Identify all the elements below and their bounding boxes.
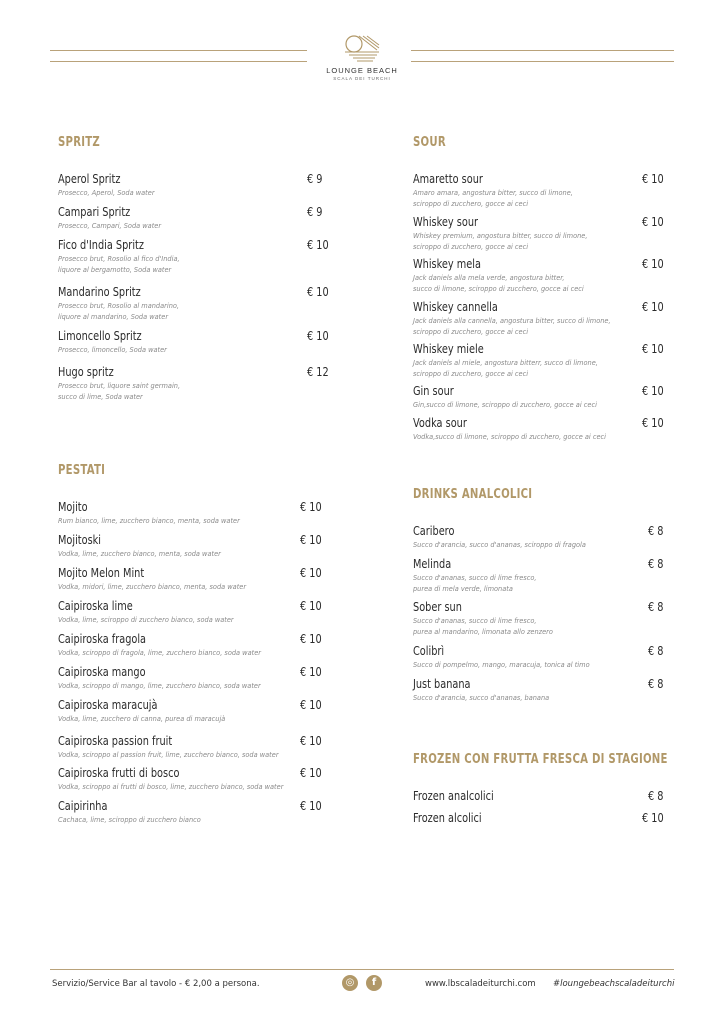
menu-item xyxy=(58,237,358,274)
menu-item-name: Whiskey cannella xyxy=(413,299,498,314)
section-title-frozen: FROZEN CON FRUTTA FRESCA DI STAGIONE xyxy=(413,752,668,767)
menu-item-description: Vodka, sciroppo al passion fruit, lime, zucchero bianco, soda water xyxy=(58,751,279,759)
menu-item-name: Aperol Spritz xyxy=(58,171,121,186)
menu-item-name: Campari Spritz xyxy=(58,204,131,219)
menu-item-name: Mojito Melon Mint xyxy=(58,565,145,580)
menu-item-price: € 10 xyxy=(307,237,329,252)
menu-item-name: Hugo spritz xyxy=(58,364,114,379)
menu-item xyxy=(413,556,713,593)
menu-item-name: Caipiroska maracujà xyxy=(58,697,158,712)
menu-item-price: € 10 xyxy=(642,341,664,356)
menu-item-price: € 10 xyxy=(642,256,664,271)
menu-item-description: Vodka, lime, zucchero di canna, purea di maracujà xyxy=(58,715,226,723)
menu-item xyxy=(413,299,713,336)
menu-item-price: € 10 xyxy=(300,532,322,547)
menu-item-price: € 9 xyxy=(307,171,323,186)
header-rule-left-top xyxy=(50,50,307,51)
menu-item-name: Mandarino Spritz xyxy=(58,284,141,299)
lounge-beach-logo-icon xyxy=(343,32,381,64)
menu-item-price: € 10 xyxy=(642,383,664,398)
menu-item-price: € 10 xyxy=(300,697,322,712)
instagram-icon[interactable]: ◎ xyxy=(342,975,358,991)
menu-item-price: € 10 xyxy=(307,284,329,299)
menu-item-description: Vodka, sciroppo di fragola, lime, zucchero bianco, soda water xyxy=(58,649,261,657)
menu-item xyxy=(58,798,358,828)
menu-item-price: € 10 xyxy=(642,171,664,186)
menu-item-name: Melinda xyxy=(413,556,452,571)
menu-item-name: Whiskey mela xyxy=(413,256,481,271)
menu-item xyxy=(413,523,713,553)
menu-item xyxy=(58,664,358,694)
menu-item-description: Vodka,succo di limone, sciroppo di zucchero, gocce ai ceci xyxy=(413,433,607,441)
menu-item-name: Mojitoski xyxy=(58,532,102,547)
menu-item-price: € 10 xyxy=(642,415,664,430)
menu-item-description: Vodka, lime, zucchero bianco, menta, soda water xyxy=(58,550,221,558)
menu-item-description: Vodka, sciroppo ai frutti di bosco, lime, zucchero bianco, soda water xyxy=(58,783,284,791)
menu-item-description: Vodka, sciroppo di mango, lime, zucchero bianco, soda water xyxy=(58,682,261,690)
menu-item xyxy=(413,341,713,378)
section-title-pestati: PESTATI xyxy=(58,463,106,478)
menu-item-name: Caipiroska mango xyxy=(58,664,146,679)
menu-item-price: € 10 xyxy=(300,565,322,580)
menu-item-description: Prosecco brut, liquore saint germain, succo di lime, Soda water xyxy=(58,382,181,401)
menu-item-price: € 10 xyxy=(642,810,664,825)
menu-item-description: Vodka, lime, sciroppo di zucchero bianco, soda water xyxy=(58,616,234,624)
menu-item-name: Gin sour xyxy=(413,383,454,398)
menu-item-price: € 10 xyxy=(642,299,664,314)
menu-item-price: € 8 xyxy=(648,556,664,571)
menu-item-name: Caipiroska lime xyxy=(58,598,133,613)
section-title-sour: SOUR xyxy=(413,135,446,150)
menu-item xyxy=(58,171,358,201)
header-rule-left-bottom xyxy=(50,61,307,62)
brand-name: LOUNGE BEACH xyxy=(326,66,398,75)
menu-item-description: Succo di pompelmo, mango, maracuja, tonica al timo xyxy=(413,661,590,669)
menu-item-price: € 8 xyxy=(648,599,664,614)
service-charge-note: Servizio/Service Bar al tavolo - € 2,00 a persona. xyxy=(52,979,260,989)
section-title-analcolici: DRINKS ANALCOLICI xyxy=(413,487,533,502)
menu-item-name: Frozen analcolici xyxy=(413,788,494,803)
menu-item-price: € 8 xyxy=(648,788,664,803)
menu-item-description: Cachaca, lime, sciroppo di zucchero bianco xyxy=(58,816,201,824)
menu-item-description: Prosecco, limoncello, Soda water xyxy=(58,346,167,354)
hashtag: #loungebeachscaladeiturchi xyxy=(553,979,675,989)
menu-item xyxy=(58,532,358,562)
header-rule-right-top xyxy=(411,50,674,51)
footer-rule xyxy=(50,969,674,970)
menu-item-description: Whiskey premium, angostura bitter, succo di limone, sciroppo di zucchero, gocce ai ceci xyxy=(413,232,588,251)
menu-item xyxy=(58,284,358,321)
menu-item-description: Amaro amara, angostura bitter, succo di limone, sciroppo di zucchero, gocce ai ceci xyxy=(413,189,573,208)
menu-item-description: Jack daniels alla mela verde, angostura bitter, succo di limone, sciroppo di zucchero, gocce ai ceci xyxy=(413,274,584,293)
menu-item-description: Succo d'ananas, succo di lime fresco, purea al mandarino, limonata allo zenzero xyxy=(413,617,553,636)
menu-item-name: Just banana xyxy=(413,676,471,691)
menu-item xyxy=(413,383,713,413)
menu-item-description: Prosecco, Campari, Soda water xyxy=(58,222,162,230)
menu-item-name: Frozen alcolici xyxy=(413,810,482,825)
menu-item xyxy=(413,676,713,706)
menu-item-name: Whiskey miele xyxy=(413,341,484,356)
header-rule-right-bottom xyxy=(411,61,674,62)
menu-item xyxy=(413,599,713,636)
menu-item-price: € 8 xyxy=(648,676,664,691)
menu-item xyxy=(58,499,358,529)
menu-item-price: € 10 xyxy=(300,631,322,646)
menu-item-name: Mojito xyxy=(58,499,88,514)
menu-item-name: Amaretto sour xyxy=(413,171,483,186)
menu-item-name: Caribero xyxy=(413,523,455,538)
menu-item-description: Rum bianco, lime, zucchero bianco, menta, soda water xyxy=(58,517,240,525)
menu-item-description: Succo d'ananas, succo di lime fresco, purea di mela verde, limonata xyxy=(413,574,537,593)
menu-item-description: Gin,succo di limone, sciroppo di zucchero, gocce ai ceci xyxy=(413,401,597,409)
menu-item-price: € 10 xyxy=(300,499,322,514)
menu-item-description: Succo d'arancia, succo d'ananas, banana xyxy=(413,694,550,702)
menu-item xyxy=(58,204,358,234)
menu-item-price: € 10 xyxy=(300,765,322,780)
menu-item xyxy=(413,415,713,445)
brand-subtitle: SCALA DEI TURCHI xyxy=(333,76,391,81)
menu-item xyxy=(413,810,713,840)
menu-item-description: Prosecco brut, Rosolio al mandarino, liquore al mandarino, Soda water xyxy=(58,302,180,321)
website-link[interactable]: www.lbscaladeiturchi.com xyxy=(425,979,536,989)
menu-item-name: Sober sun xyxy=(413,599,462,614)
menu-item-description: Jack daniels alla cannella, angostura bitter, succo di limone, sciroppo di zucchero, gocce ai ceci xyxy=(413,317,611,336)
menu-item xyxy=(413,643,713,673)
menu-item-price: € 10 xyxy=(300,733,322,748)
menu-item-name: Fico d'India Spritz xyxy=(58,237,144,252)
menu-item xyxy=(413,256,713,293)
menu-item xyxy=(58,733,358,763)
menu-item-name: Caipiroska fragola xyxy=(58,631,147,646)
menu-item-description: Vodka, midori, lime, zucchero bianco, menta, soda water xyxy=(58,583,247,591)
menu-item xyxy=(413,171,713,208)
menu-item-price: € 9 xyxy=(307,204,323,219)
menu-item-price: € 8 xyxy=(648,523,664,538)
menu-item-price: € 12 xyxy=(307,364,329,379)
menu-item-description: Succo d'arancia, succo d'ananas, sciroppo di fragola xyxy=(413,541,586,549)
menu-item-price: € 10 xyxy=(300,598,322,613)
menu-item-description: Prosecco, Aperol, Soda water xyxy=(58,189,155,197)
menu-item xyxy=(58,598,358,628)
menu-item-description: Jack daniels al miele, angostura bitterr, succo di limone, sciroppo di zucchero, gocce ai ceci xyxy=(413,359,598,378)
menu-item xyxy=(58,631,358,661)
menu-item-name: Caipiroska frutti di bosco xyxy=(58,765,180,780)
menu-item xyxy=(58,765,358,795)
menu-item-price: € 8 xyxy=(648,643,664,658)
menu-item-description: Prosecco brut, Rosolio al fico d'India, liquore al bergamotto, Soda water xyxy=(58,255,180,274)
menu-item-name: Caipiroska passion fruit xyxy=(58,733,173,748)
menu-item-price: € 10 xyxy=(307,328,329,343)
menu-item xyxy=(58,697,358,727)
menu-item-name: Whiskey sour xyxy=(413,214,479,229)
menu-item-name: Limoncello Spritz xyxy=(58,328,142,343)
menu-item xyxy=(413,214,713,251)
menu-item-name: Vodka sour xyxy=(413,415,467,430)
facebook-icon[interactable]: f xyxy=(366,975,382,991)
menu-item xyxy=(58,364,358,401)
menu-item-name: Caipirinha xyxy=(58,798,108,813)
menu-item-name: Colibrì xyxy=(413,643,445,658)
section-title-spritz: SPRITZ xyxy=(58,135,100,150)
menu-item xyxy=(58,328,358,358)
menu-item-price: € 10 xyxy=(642,214,664,229)
menu-item xyxy=(58,565,358,595)
menu-item-price: € 10 xyxy=(300,664,322,679)
menu-item-price: € 10 xyxy=(300,798,322,813)
